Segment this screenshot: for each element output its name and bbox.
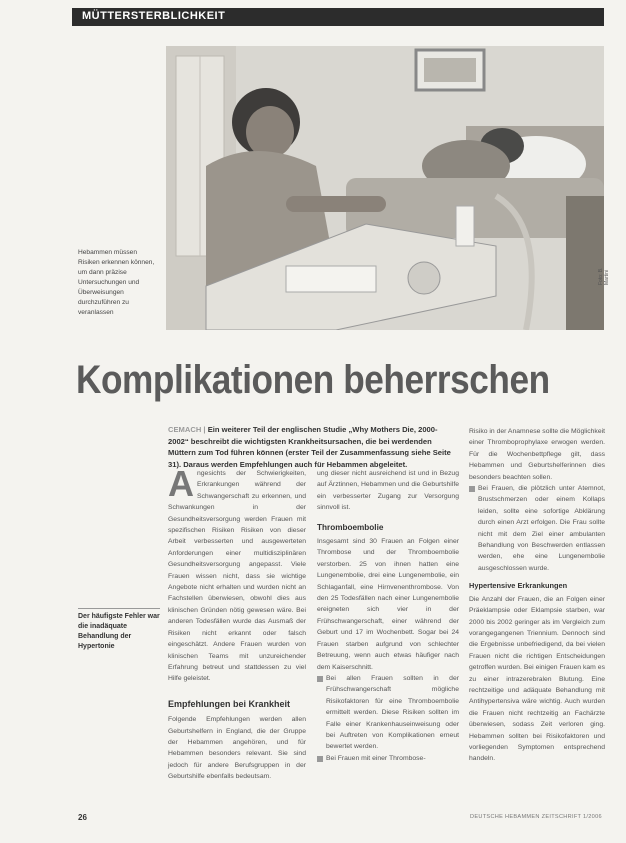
lead-text: Ein weiterer Teil der englischen Studie „Why Mothers Die, 2000-2002“ beschreibt die wichtigsten Krankheitsursachen, die bei werdenden Müttern zum Tod führen können (erster Teil der Zusammenfassung siehe Seite 31). Daraus werden Empfehlungen auch für Hebammen abgeleitet. [168, 425, 451, 469]
drop-cap: A [168, 463, 194, 504]
body-paragraph: ung dieser nicht ausreichend ist und in Bezug auf Ärztinnen, Hebammen und die Geburtshilfe ein verbesserter Zugang zur Versorgung sinnvoll ist. [317, 470, 459, 512]
pull-quote: Der häufigste Fehler war die inadäquate Behandlung der Hypertonie [78, 608, 160, 652]
page-number: 26 [78, 813, 87, 822]
journal-footer: DEUTSCHE HEBAMMEN ZEITSCHRIFT 1/2006 [470, 814, 602, 820]
bullet-text: Bei Frauen mit einer Thrombose- [326, 754, 426, 762]
body-column-1 [168, 463, 306, 783]
subheading-hypertensive: Hypertensive Erkrankungen [469, 581, 568, 591]
body-column-2 [317, 468, 459, 764]
article-photo [166, 46, 604, 330]
photo-caption: Hebammen müssen Risiken erkennen können, um dann präzise Untersuchungen und Überweisungen durchzuführen zu veranlassen [78, 249, 155, 316]
photo-credit: Foto: B. Martini [598, 267, 610, 285]
body-paragraph: Folgende Empfehlungen werden allen Geburtshelfern in England, die der Gruppe der Hebammen angehören, und für Hebammen besonders relevant. Sie sind jedoch für andere Berufsgruppen in der Geburtshilfe ebenfalls bedeutsam. [168, 716, 306, 781]
bullet-square-icon [317, 676, 323, 682]
body-paragraph: ngesichts der Schwierigkeiten, Erkrankungen während der Schwangerschaft zu erkennen, und Schwankungen in der Gesundheitsversorgung werden Frauen mit spezifischen Risiken Risiken von dieser Arbeit verbesserten und ausgewerteten Anforderungen einer multidisziplinären Gesundheitsversorgung angepasst. Viele Frauen wissen nicht, dass sie wichtige Angebote nicht erhalten und wurden nicht an Fachstellen überwiesen, obwohl dies aus klinischen Gründen nötig gewesen wäre. Bei anderen Todesfällen wurde das Ausmaß der Risiken nicht erkannt oder falsch eingeschätzt. Andere Frauen wurden von klinischen Teams mit unzureichender Erfahrung betreut und stattdessen zu viel Hilfe geleistet. [168, 470, 306, 683]
article-lead [168, 424, 458, 470]
subheading-recommendations: Empfehlungen bei Krankheit [168, 698, 291, 709]
bullet-text: Bei allen Frauen sollten in der Frühschwangerschaft mögliche Risikofaktoren für eine Thromboembolie ermittelt werden. Diese Risiken sollten im Falle einer Krankenhauseinweisung oder bei Auftreten von Komplikationen erneut bewertet werden. [326, 674, 459, 751]
list-item [469, 483, 605, 574]
bullet-square-icon [317, 756, 323, 762]
subheading-thromboembolism: Thromboembolie [317, 522, 384, 532]
body-paragraph: Die Anzahl der Frauen, die an Folgen einer Präeklampsie oder Eklampsie starben, war 2000 bis 2002 geringer als im Vergleich zum vorangegangenen Triennium. Dennoch sind die Ergebnisse unbefriedigend, da bei vielen Frauen nicht die richtigen Entscheidungen getroffen wurden. Bei einigen Frauen kam es zu einer intrazerebralen Blutung. Eine rechtzeitige und adäquate Behandlung mit Antihypertensiva wäre wichtig. Auch wurden die Frauen nicht rechtzeitig an Fachärzte überwiesen, sodass Zeit verloren ging. Hebammen sollten bei Risikofaktoren und vorliegenden Symptomen entsprechend handeln. [469, 595, 605, 763]
article-headline: Komplikationen beherrschen [76, 358, 550, 402]
bullet-text: Bei Frauen, die plötzlich unter Atemnot, Brustschmerzen oder einem Kollaps leiden, sollte eine sofortige Abklärung durch einen Arzt erfolgen. Die Frau sollte nicht mit dem Ziel einer ambulanten Behandlung von Beschwerden entlassen werden, ehe eine Lungenembolie ausgeschlossen wurde. [478, 485, 605, 572]
body-paragraph: Insgesamt sind 30 Frauen an Folgen einer Thrombose und der Thromboembolie verstorben. 25 von ihnen hatten eine Lungenembolie, drei eine Lungenembolie, ein Schlaganfall, eine Hirnvenenthrombose. Von den 25 Todesfällen nach einer Lungenembolie ereigneten sich vier in der Frühschwangerschaft, einer während der Geburt und 17 im Wochenbett. Sogar bei 24 Frauen starben aufgrund von schlechter Betreuung, wenn auch etwas häufiger nach dem Kaiserschnitt. [317, 538, 459, 671]
body-paragraph: Risiko in der Anamnese sollte die Möglichkeit einer Thromboprophylaxe erwogen werden. Für die Wochenbettpflege gilt, dass Hebammen und Geburtshelferinnen dies besonders beachten sollen. [469, 428, 606, 481]
list-item [317, 753, 459, 764]
section-label: MÜTTERSTERBLICHKEIT [82, 10, 226, 22]
lead-source: CEMACH | [168, 425, 206, 434]
body-column-3 [469, 426, 605, 765]
list-item [317, 673, 459, 753]
bullet-square-icon [469, 486, 475, 492]
